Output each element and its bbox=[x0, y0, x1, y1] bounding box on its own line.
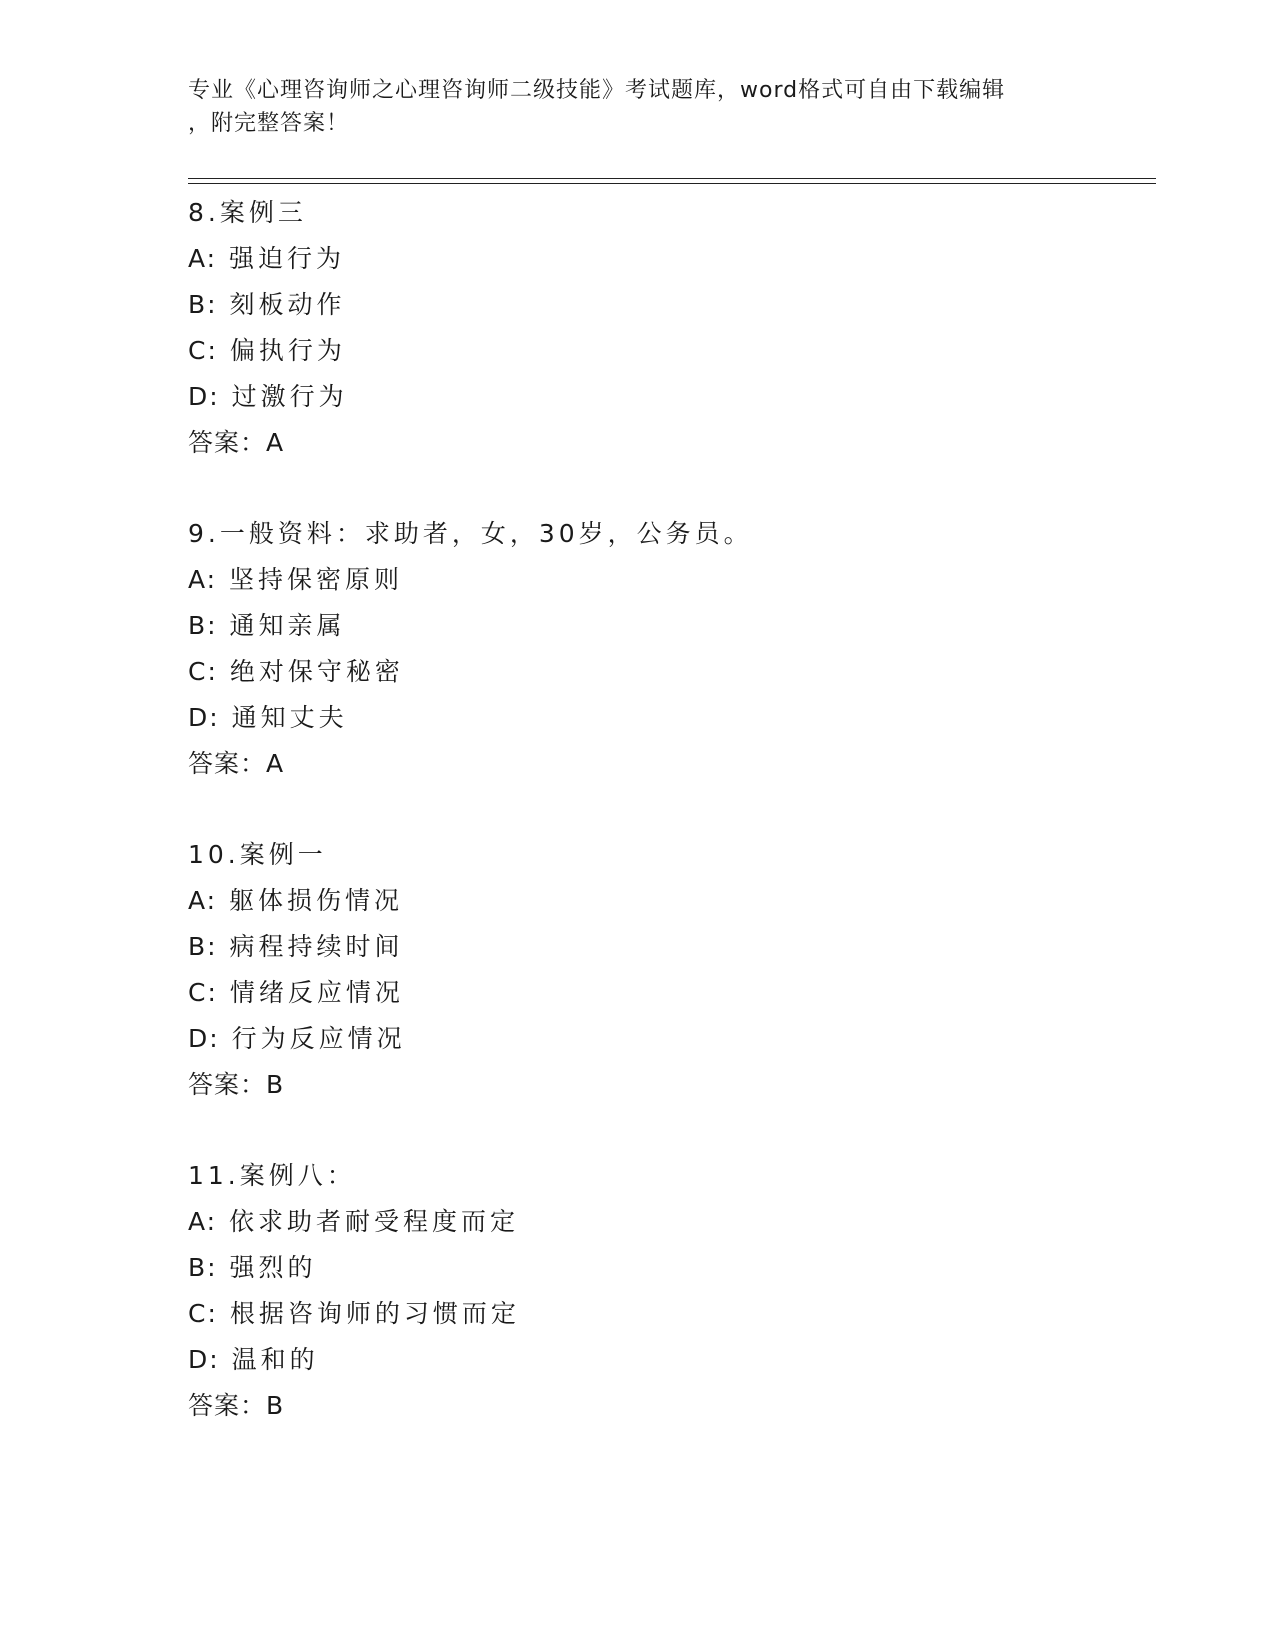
option-text: 病程持续时间 bbox=[229, 932, 404, 961]
option-text: 过激行为 bbox=[231, 382, 348, 411]
answer-label: 答案： bbox=[188, 749, 267, 778]
option-text: 强迫行为 bbox=[229, 244, 346, 273]
option-c bbox=[188, 328, 1088, 374]
option-d bbox=[188, 695, 1088, 741]
option-b bbox=[188, 924, 1088, 970]
question-title: 11.案例八： bbox=[188, 1161, 356, 1190]
question-list bbox=[188, 190, 1088, 1474]
option-letter: D: bbox=[188, 703, 220, 732]
answer-label: 答案： bbox=[188, 428, 267, 457]
option-text: 根据咨询师的习惯而定 bbox=[229, 1299, 520, 1328]
question-title: 8.案例三 bbox=[188, 198, 307, 227]
answer-row bbox=[188, 741, 1088, 787]
option-text: 行为反应情况 bbox=[231, 1024, 406, 1053]
option-text: 偏执行为 bbox=[229, 336, 346, 365]
question-10 bbox=[188, 832, 1088, 1108]
question-9 bbox=[188, 511, 1088, 787]
option-letter: D: bbox=[188, 1345, 220, 1374]
answer-row bbox=[188, 420, 1088, 466]
answer-value: B bbox=[266, 1070, 285, 1099]
option-text: 坚持保密原则 bbox=[229, 565, 404, 594]
option-letter: B: bbox=[188, 290, 218, 319]
option-a bbox=[188, 236, 1088, 282]
question-11 bbox=[188, 1153, 1088, 1429]
option-letter: C: bbox=[188, 978, 218, 1007]
option-c bbox=[188, 970, 1088, 1016]
option-text: 躯体损伤情况 bbox=[229, 886, 404, 915]
option-letter: C: bbox=[188, 1299, 218, 1328]
question-title: 10.案例一 bbox=[188, 840, 327, 869]
answer-label: 答案： bbox=[188, 1391, 267, 1420]
option-letter: A: bbox=[188, 886, 218, 915]
option-text: 绝对保守秘密 bbox=[229, 657, 404, 686]
option-a bbox=[188, 557, 1088, 603]
option-text: 情绪反应情况 bbox=[229, 978, 404, 1007]
header-line-2: ，附完整答案！ bbox=[188, 111, 350, 136]
header-divider bbox=[188, 178, 1156, 184]
option-d bbox=[188, 1337, 1088, 1383]
option-text: 刻板动作 bbox=[229, 290, 346, 319]
option-a bbox=[188, 1199, 1088, 1245]
option-c bbox=[188, 649, 1088, 695]
option-letter: D: bbox=[188, 1024, 220, 1053]
question-8 bbox=[188, 190, 1088, 466]
option-letter: B: bbox=[188, 611, 218, 640]
option-text: 通知亲属 bbox=[229, 611, 346, 640]
option-letter: B: bbox=[188, 1253, 218, 1282]
option-letter: C: bbox=[188, 657, 218, 686]
option-letter: A: bbox=[188, 244, 218, 273]
answer-value: B bbox=[266, 1391, 285, 1420]
answer-row bbox=[188, 1383, 1088, 1429]
option-a bbox=[188, 878, 1088, 924]
option-text: 依求助者耐受程度而定 bbox=[229, 1207, 520, 1236]
option-b bbox=[188, 603, 1088, 649]
document-header bbox=[188, 74, 1088, 140]
option-letter: D: bbox=[188, 382, 220, 411]
option-c bbox=[188, 1291, 1088, 1337]
answer-value: A bbox=[266, 428, 285, 457]
answer-value: A bbox=[266, 749, 285, 778]
option-letter: A: bbox=[188, 1207, 218, 1236]
option-letter: C: bbox=[188, 336, 218, 365]
question-title: 9.一般资料：求助者，女，30岁，公务员。 bbox=[188, 519, 753, 548]
option-text: 强烈的 bbox=[229, 1253, 317, 1282]
answer-label: 答案： bbox=[188, 1070, 267, 1099]
option-text: 温和的 bbox=[231, 1345, 319, 1374]
header-line-1: 专业《心理咨询师之心理咨询师二级技能》考试题库，word格式可自由下载编辑 bbox=[188, 78, 1006, 103]
option-letter: B: bbox=[188, 932, 218, 961]
option-b bbox=[188, 282, 1088, 328]
answer-row bbox=[188, 1062, 1088, 1108]
option-d bbox=[188, 374, 1088, 420]
option-letter: A: bbox=[188, 565, 218, 594]
option-text: 通知丈夫 bbox=[231, 703, 348, 732]
option-d bbox=[188, 1016, 1088, 1062]
option-b bbox=[188, 1245, 1088, 1291]
